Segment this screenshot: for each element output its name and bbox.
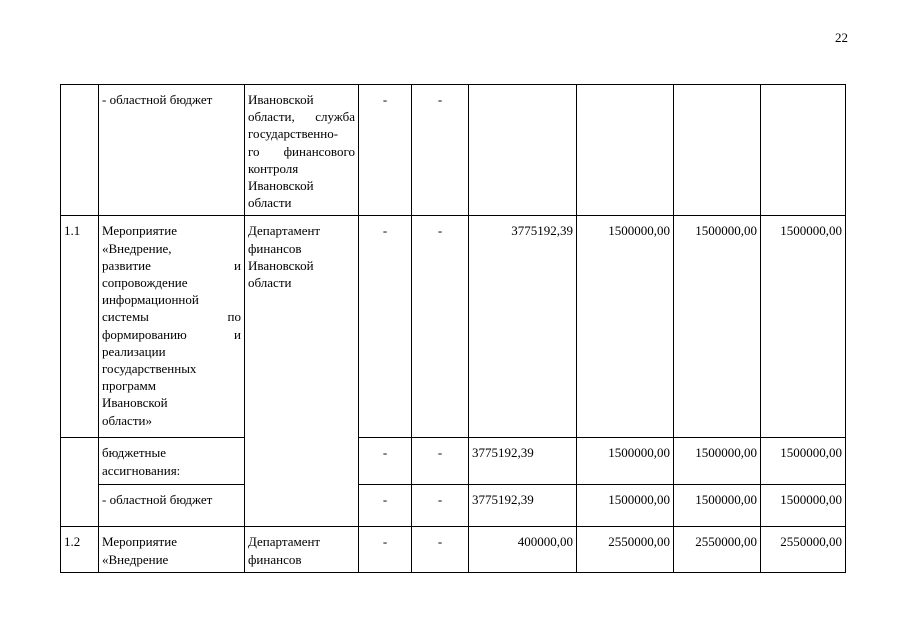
name-line: Ивановской [102,395,168,411]
executor-cell [245,216,359,527]
amount-cell: 1500000,00 [761,438,846,485]
dash-cell: - [359,485,412,527]
dash-cell: - [359,85,412,216]
name-line: государственных [102,361,197,377]
amount-cell [761,85,846,216]
name-line: Мероприятие [102,223,177,239]
name-line: системы по [102,309,241,325]
dash-cell: - [359,527,412,572]
amount-cell: 1500000,00 [761,485,846,527]
amount-cell: 1500000,00 [674,216,761,438]
amount-cell: 1500000,00 [674,485,761,527]
amount-cell [577,85,674,216]
dash-cell: - [412,485,469,527]
name-line: развитие и [102,257,241,273]
row-number-cell [61,438,99,527]
executor-line: области [248,195,292,211]
table-row [61,527,846,572]
row-name-cell: - областной бюджет [99,485,245,527]
name-line: реализации [102,343,166,359]
name-line: бюджетные [102,445,167,461]
table-row [61,485,846,527]
row-number-cell: 1.2 [61,527,99,572]
row-name-cell [99,216,245,438]
amount-cell: 1500000,00 [577,438,674,485]
dash-cell: - [412,438,469,485]
name-line: области» [102,412,152,428]
amount-cell: 3775192,39 [469,216,577,438]
row-number-cell [61,85,99,216]
executor-cell [245,85,359,216]
amount-cell: 1500000,00 [674,438,761,485]
executor-line: финансов [248,240,302,256]
executor-line: го финансового [248,143,355,159]
dash-cell: - [412,527,469,572]
row-number-cell: 1.1 [61,216,99,438]
name-line: ассигнования: [102,462,181,478]
executor-line: Департамент [248,534,321,550]
name-line: «Внедрение [102,551,169,567]
name-line: сопровождение [102,275,188,291]
executor-cell [245,527,359,572]
executor-line: Ивановской [248,92,314,107]
amount-cell: 2550000,00 [674,527,761,572]
table-row [61,216,846,438]
executor-line: Ивановской [248,257,314,273]
table-row [61,85,846,216]
amount-cell [469,85,577,216]
amount-cell: 3775192,39 [469,485,577,527]
executor-line: контроля [248,160,299,176]
amount-cell: 1500000,00 [577,216,674,438]
name-line: Мероприятие [102,534,177,550]
executor-line: Ивановской [248,178,314,194]
dash-cell: - [412,216,469,438]
row-name-cell [99,527,245,572]
amount-cell: 2550000,00 [761,527,846,572]
executor-line: области, служба [248,109,355,125]
amount-cell: 1500000,00 [577,485,674,527]
name-line: «Внедрение, [102,240,172,256]
amount-cell: 1500000,00 [761,216,846,438]
name-line: программ [102,378,157,394]
executor-line: государственно- [248,126,339,142]
page-number: 22 [835,30,848,45]
name-line: информационной [102,292,199,308]
row-name-cell: - областной бюджет [99,85,245,216]
amount-cell: 2550000,00 [577,527,674,572]
amount-cell [674,85,761,216]
executor-line: области [248,275,292,291]
program-table [60,84,846,573]
amount-cell: 400000,00 [469,527,577,572]
executor-line: Департамент [248,223,321,239]
dash-cell: - [359,216,412,438]
name-line: формированию и [102,326,241,342]
amount-cell: 3775192,39 [469,438,577,485]
dash-cell: - [412,85,469,216]
row-name-cell [99,438,245,485]
dash-cell: - [359,438,412,485]
table-row [61,438,846,485]
executor-line: финансов [248,551,302,567]
